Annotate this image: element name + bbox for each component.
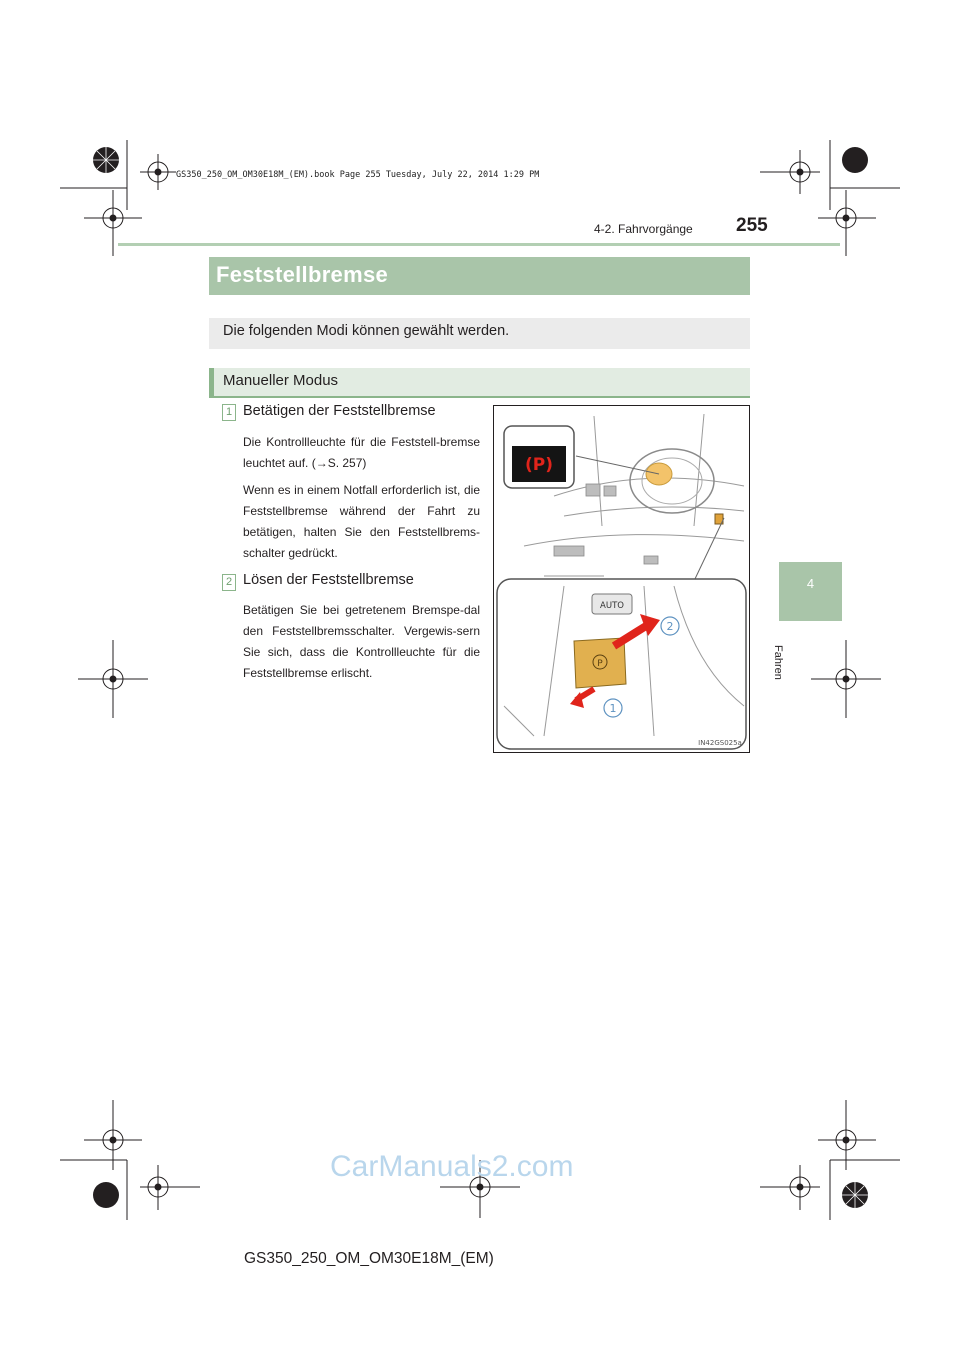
step-number-1: 1: [222, 404, 236, 421]
callout-1: 1: [609, 702, 617, 715]
illustration-drawing: [494, 406, 749, 752]
page-number: 255: [736, 215, 768, 236]
brake-switch-glyph: P: [597, 659, 603, 669]
callout-2: 2: [666, 620, 674, 633]
figure-code: IN42GS025a: [698, 739, 742, 747]
print-info: GS350_250_OM_OM30E18M_(EM).book Page 255 Tuesday, July 22, 2014 1:29 PM: [176, 170, 540, 180]
page-title: Feststellbremse: [216, 262, 389, 287]
step-title-1: Betätigen der Feststellbremse: [243, 403, 436, 419]
step-number-2: 2: [222, 574, 236, 591]
footer-code: GS350_250_OM_OM30E18M_(EM): [244, 1250, 494, 1267]
step-1-paragraph-1: Die Kontrollleuchte für die Feststell-bremse leuchtet auf. (→S. 257): [243, 435, 480, 470]
subsection-title: Manueller Modus: [223, 372, 339, 389]
section-label: 4-2. Fahrvorgänge: [594, 222, 693, 236]
step-1-paragraph-2: Wenn es in einem Notfall erforderlich ist, die Feststellbremse während der Fahrt zu betätigen, halten Sie den Feststellbrems-schalter gedrückt.: [243, 483, 480, 560]
step-title-2: Lösen der Feststellbremse: [243, 572, 414, 588]
chapter-tab-label: Fahren: [772, 645, 784, 680]
step-2-paragraph-1: Betätigen Sie bei getretenem Bremspe-dal den Feststellbremsschalter. Vergewis-sern Sie sich, dass die Kontrollleuchte für die Feststellbremse erlischt.: [243, 603, 480, 680]
intro-text: Die folgenden Modi können gewählt werden.: [223, 323, 510, 339]
watermark: CarManuals2.com: [330, 1150, 574, 1183]
chapter-tab: [779, 562, 842, 621]
parking-brake-illustration: [493, 405, 750, 753]
chapter-tab-number: 4: [806, 576, 815, 591]
header-rule: [118, 243, 840, 246]
subsection-underline: [209, 396, 750, 398]
auto-switch-label: AUTO: [600, 601, 624, 611]
indicator-glyph: (P): [525, 455, 553, 475]
